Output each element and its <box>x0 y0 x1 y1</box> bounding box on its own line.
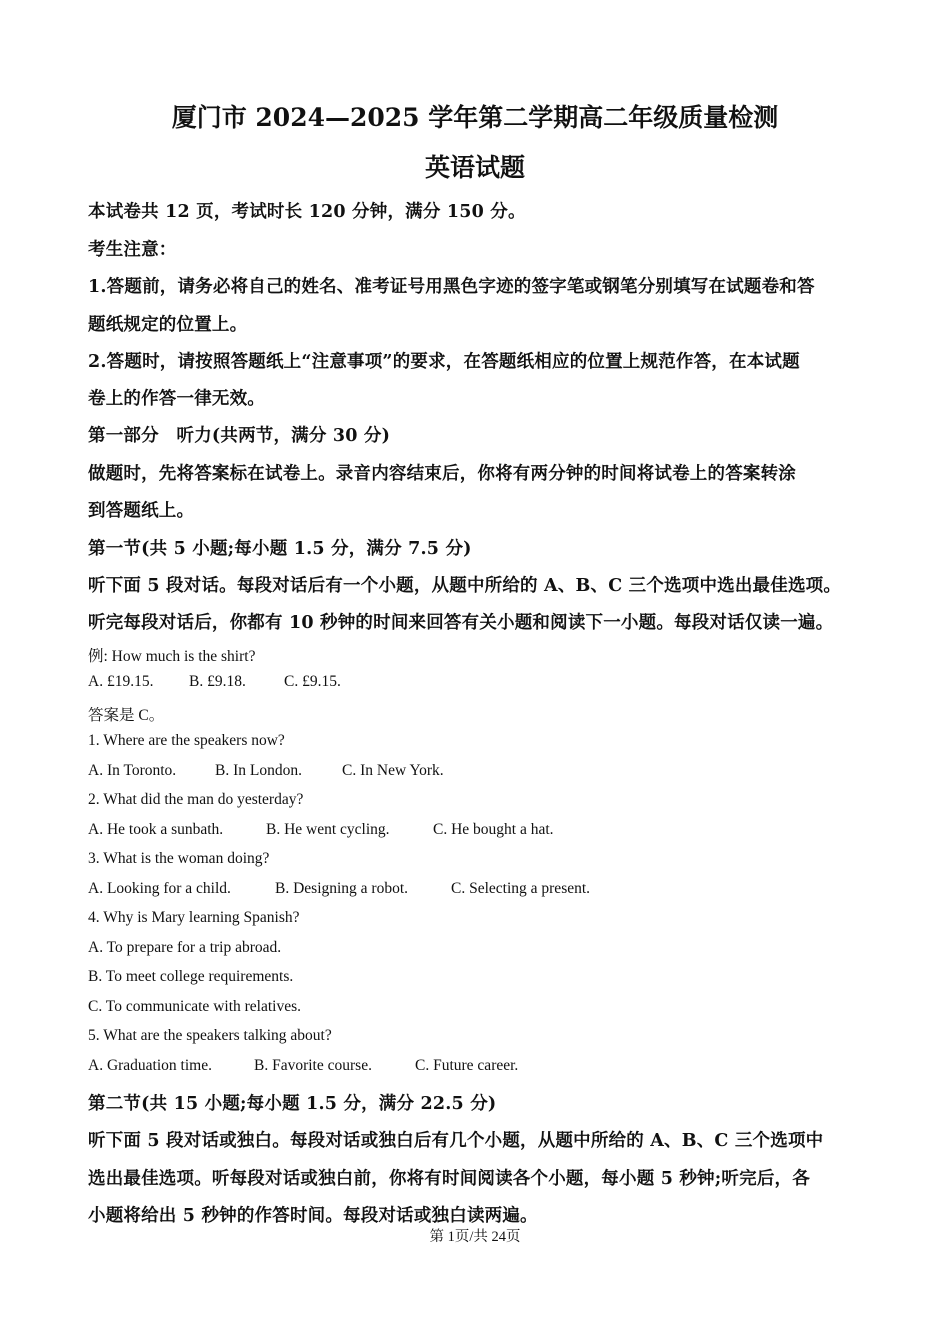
question-3-options <box>88 880 878 898</box>
section-2-instruction-line-3: 小题将给出 5 秒钟的作答时间。每段对话或独白读两遍。 <box>88 1206 538 1226</box>
example-options <box>88 673 878 691</box>
q2-option-c: C. He bought a hat. <box>433 821 554 838</box>
part-1-instruction-line-1: 做题时，先将答案标在试卷上。录音内容结束后，你将有两分钟的时间将试卷上的答案转涂 <box>88 464 796 484</box>
section-1-heading: 第一节(共 5 小题;每小题 1.5 分，满分 7.5 分) <box>88 539 472 559</box>
question-3: 3. What is the woman doing? <box>88 850 270 867</box>
q1-option-a: A. In Toronto. <box>88 762 177 779</box>
note-1-line-1: 1.答题前，请务必将自己的姓名、准考证号用黑色字迹的签字笔或钢笔分别填写在试题卷和答 <box>88 277 815 297</box>
example-option-c: C. £9.15. <box>284 673 341 690</box>
note-2-line-1: 2.答题时，请按照答题纸上“注意事项”的要求，在答题纸相应的位置上规范作答，在本试题 <box>88 352 800 372</box>
question-4: 4. Why is Mary learning Spanish? <box>88 909 300 926</box>
example-option-a: A. £19.15. <box>88 673 154 690</box>
example-option-b: B. £9.18. <box>189 673 246 690</box>
q4-option-c: C. To communicate with relatives. <box>88 998 301 1015</box>
question-1-options <box>88 762 878 780</box>
example-question: 例: How much is the shirt? <box>88 648 256 665</box>
q3-option-b: B. Designing a robot. <box>275 880 409 897</box>
note-2-line-2: 卷上的作答一律无效。 <box>88 389 265 409</box>
q5-option-b: B. Favorite course. <box>254 1057 372 1074</box>
page-number: 第 1页/共 24页 <box>429 1229 521 1245</box>
exam-subtitle: 英语试题 <box>424 153 525 182</box>
question-1: 1. Where are the speakers now? <box>88 732 285 749</box>
part-1-heading: 第一部分 听力(共两节，满分 30 分) <box>88 426 391 446</box>
exam-title: 厦门市 2024—2025 学年第二学期高二年级质量检测 <box>171 103 779 132</box>
q1-option-b: B. In London. <box>215 762 302 779</box>
q4-option-a: A. To prepare for a trip abroad. <box>88 939 282 956</box>
section-1-instruction-line-1: 听下面 5 段对话。每段对话后有一个小题，从题中所给的 A、B、C 三个选项中选出最佳选项。 <box>88 576 842 596</box>
section-2-instruction-line-2: 选出最佳选项。听每段对话或独白前，你将有时间阅读各个小题，每小题 5 秒钟;听完后，各 <box>88 1169 810 1189</box>
q5-option-a: A. Graduation time. <box>88 1057 212 1074</box>
question-2: 2. What did the man do yesterday? <box>88 791 304 808</box>
q3-option-c: C. Selecting a present. <box>451 880 591 897</box>
section-2-instruction-line-1: 听下面 5 段对话或独白。每段对话或独白后有几个小题，从题中所给的 A、B、C 三个选项中 <box>88 1131 824 1151</box>
q2-option-b: B. He went cycling. <box>266 821 390 838</box>
question-5: 5. What are the speakers talking about? <box>88 1027 332 1044</box>
q5-option-c: C. Future career. <box>415 1057 519 1074</box>
section-1-instruction-line-2: 听完每段对话后，你都有 10 秒钟的时间来回答有关小题和阅读下一小题。每段对话仅读一遍。 <box>88 613 834 633</box>
note-1-line-2: 题纸规定的位置上。 <box>88 315 248 335</box>
notice-heading: 考生注意： <box>88 240 177 260</box>
q1-option-c: C. In New York. <box>342 762 444 779</box>
q2-option-a: A. He took a sunbath. <box>88 821 224 838</box>
exam-summary: 本试卷共 12 页，考试时长 120 分钟，满分 150 分。 <box>88 202 526 222</box>
q3-option-a: A. Looking for a child. <box>88 880 231 897</box>
q4-option-b: B. To meet college requirements. <box>88 968 294 985</box>
section-2-heading: 第二节(共 15 小题;每小题 1.5 分，满分 22.5 分) <box>88 1094 497 1114</box>
question-5-options <box>88 1057 878 1075</box>
part-1-instruction-line-2: 到答题纸上。 <box>88 501 195 521</box>
question-2-options <box>88 821 878 839</box>
example-answer: 答案是 C。 <box>88 707 165 724</box>
